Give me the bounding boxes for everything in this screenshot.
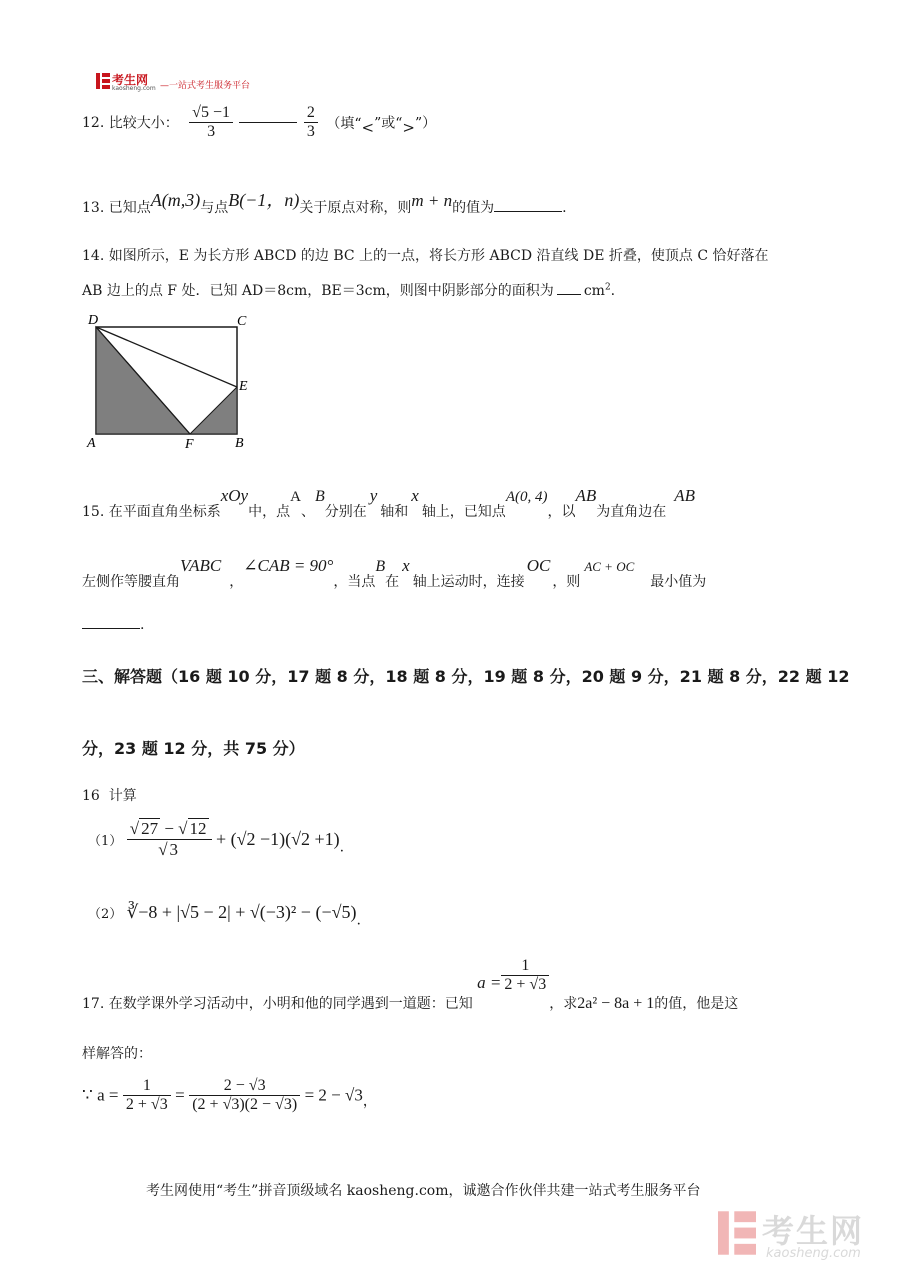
label-b: B	[235, 436, 244, 451]
label-f: F	[185, 437, 194, 452]
question-12: 12. 比较大小： $\frac{√5 -1}{3}$ $\frac{2}{3}$ （填“<”或“>”）	[82, 104, 437, 140]
q14-figure	[84, 310, 256, 456]
brand-slogan: —一站式考生服务平台	[160, 81, 251, 91]
section-3-heading-line1: 三、解答题（16 题 10 分，17 题 8 分，18 题 8 分，19 题 8 分，20 题 9 分，21 题 8 分，22 题 12	[82, 667, 850, 686]
question-13: 13. 已知点A(m,3)与点B(−1，n)关于原点对称，则m + n的值为 .	[82, 190, 567, 216]
brand-name: 考生网	[112, 73, 149, 87]
q17-solution-fraction-2: $\frac{2 - √3}{(2 + √3)(2 - √3)}$	[189, 1077, 300, 1114]
question-17-line2: 样解答的：	[82, 1046, 152, 1062]
q12-answer-blank	[239, 122, 297, 123]
footer-text: 考生网使用“考生”拼音顶级域名 kaosheng.com，诚邀合作伙伴共建一站式考生服务平台	[146, 1183, 701, 1199]
question-14-line1: 14. 如图所示，E 为长方形 ABCD 的边 BC 上的一点，将长方形 ABCD 沿直线 DE 折叠，使顶点 C 恰好落在	[82, 248, 769, 264]
question-15-line2: 左侧作等腰直角VABC，∠CAB = 90°，当点B在x轴上运动时，连接OC，则AC + OC最小值为	[82, 556, 707, 590]
q13-answer-blank	[494, 211, 562, 212]
question-16-part2: （2） ∛−8 + |√5 − 2| + √(−3)² − (−√5).	[88, 902, 361, 929]
q12-fraction-2: $\frac{2}{3}$	[304, 104, 318, 141]
watermark-name: 考生网	[762, 1212, 865, 1250]
question-17-line1: 17. 在数学课外学习活动中，小明和他的同学遇到一道题：已知 a = $\frac{1}{2 + √3}$ ，求2a² − 8a + 1的值，他是这	[82, 957, 739, 1012]
q17-fraction: $\frac{1}{2 + √3}$	[501, 957, 549, 994]
label-d: D	[88, 313, 99, 328]
question-17-solution: ∵ a = $\frac{1}{2 + √3}$ = $\frac{2 - √3}{(2 + √3)(2 - √3)}$ = 2 − √3，	[82, 1077, 377, 1113]
label-c: C	[237, 314, 247, 329]
q16-p1-fraction: $\frac{√ 27 - √ 12}{√ 3}$	[127, 819, 212, 860]
watermark-logo-icon	[718, 1211, 756, 1255]
question-16-title: 16 计算	[82, 788, 137, 804]
watermark-domain: kaosheng.com	[766, 1246, 861, 1261]
q17-solution-fraction-1: $\frac{1}{2 + √3}$	[123, 1077, 171, 1114]
q14-answer-blank	[557, 294, 581, 295]
q15-answer-blank	[82, 628, 140, 629]
section-3-heading-line2: 分，23 题 12 分，共 75 分）	[82, 739, 305, 758]
brand-domain: kaosheng.com	[112, 85, 156, 92]
q12-fraction-1: $\frac{√5 -1}{3}$	[189, 104, 233, 141]
question-16-part1: （1） $\frac{√ 27 - √ 12}{√ 3}$ + (√2 −1)(√2 +1).	[88, 819, 345, 859]
label-e: E	[239, 379, 248, 394]
label-a: A	[87, 436, 96, 451]
question-15-line1: 15. 在平面直角坐标系xOy中，点A、B分别在y轴和x轴上，已知点A(0, 4)，以AB为直角边在AB	[82, 486, 696, 520]
question-14-line2: AB 边上的点 F 处．已知 AD＝8cm，BE＝3cm，则图中阴影部分的面积为 $cm^2$.	[82, 282, 616, 299]
question-15-answer-line: .	[82, 617, 144, 633]
logo-icon	[96, 73, 110, 89]
